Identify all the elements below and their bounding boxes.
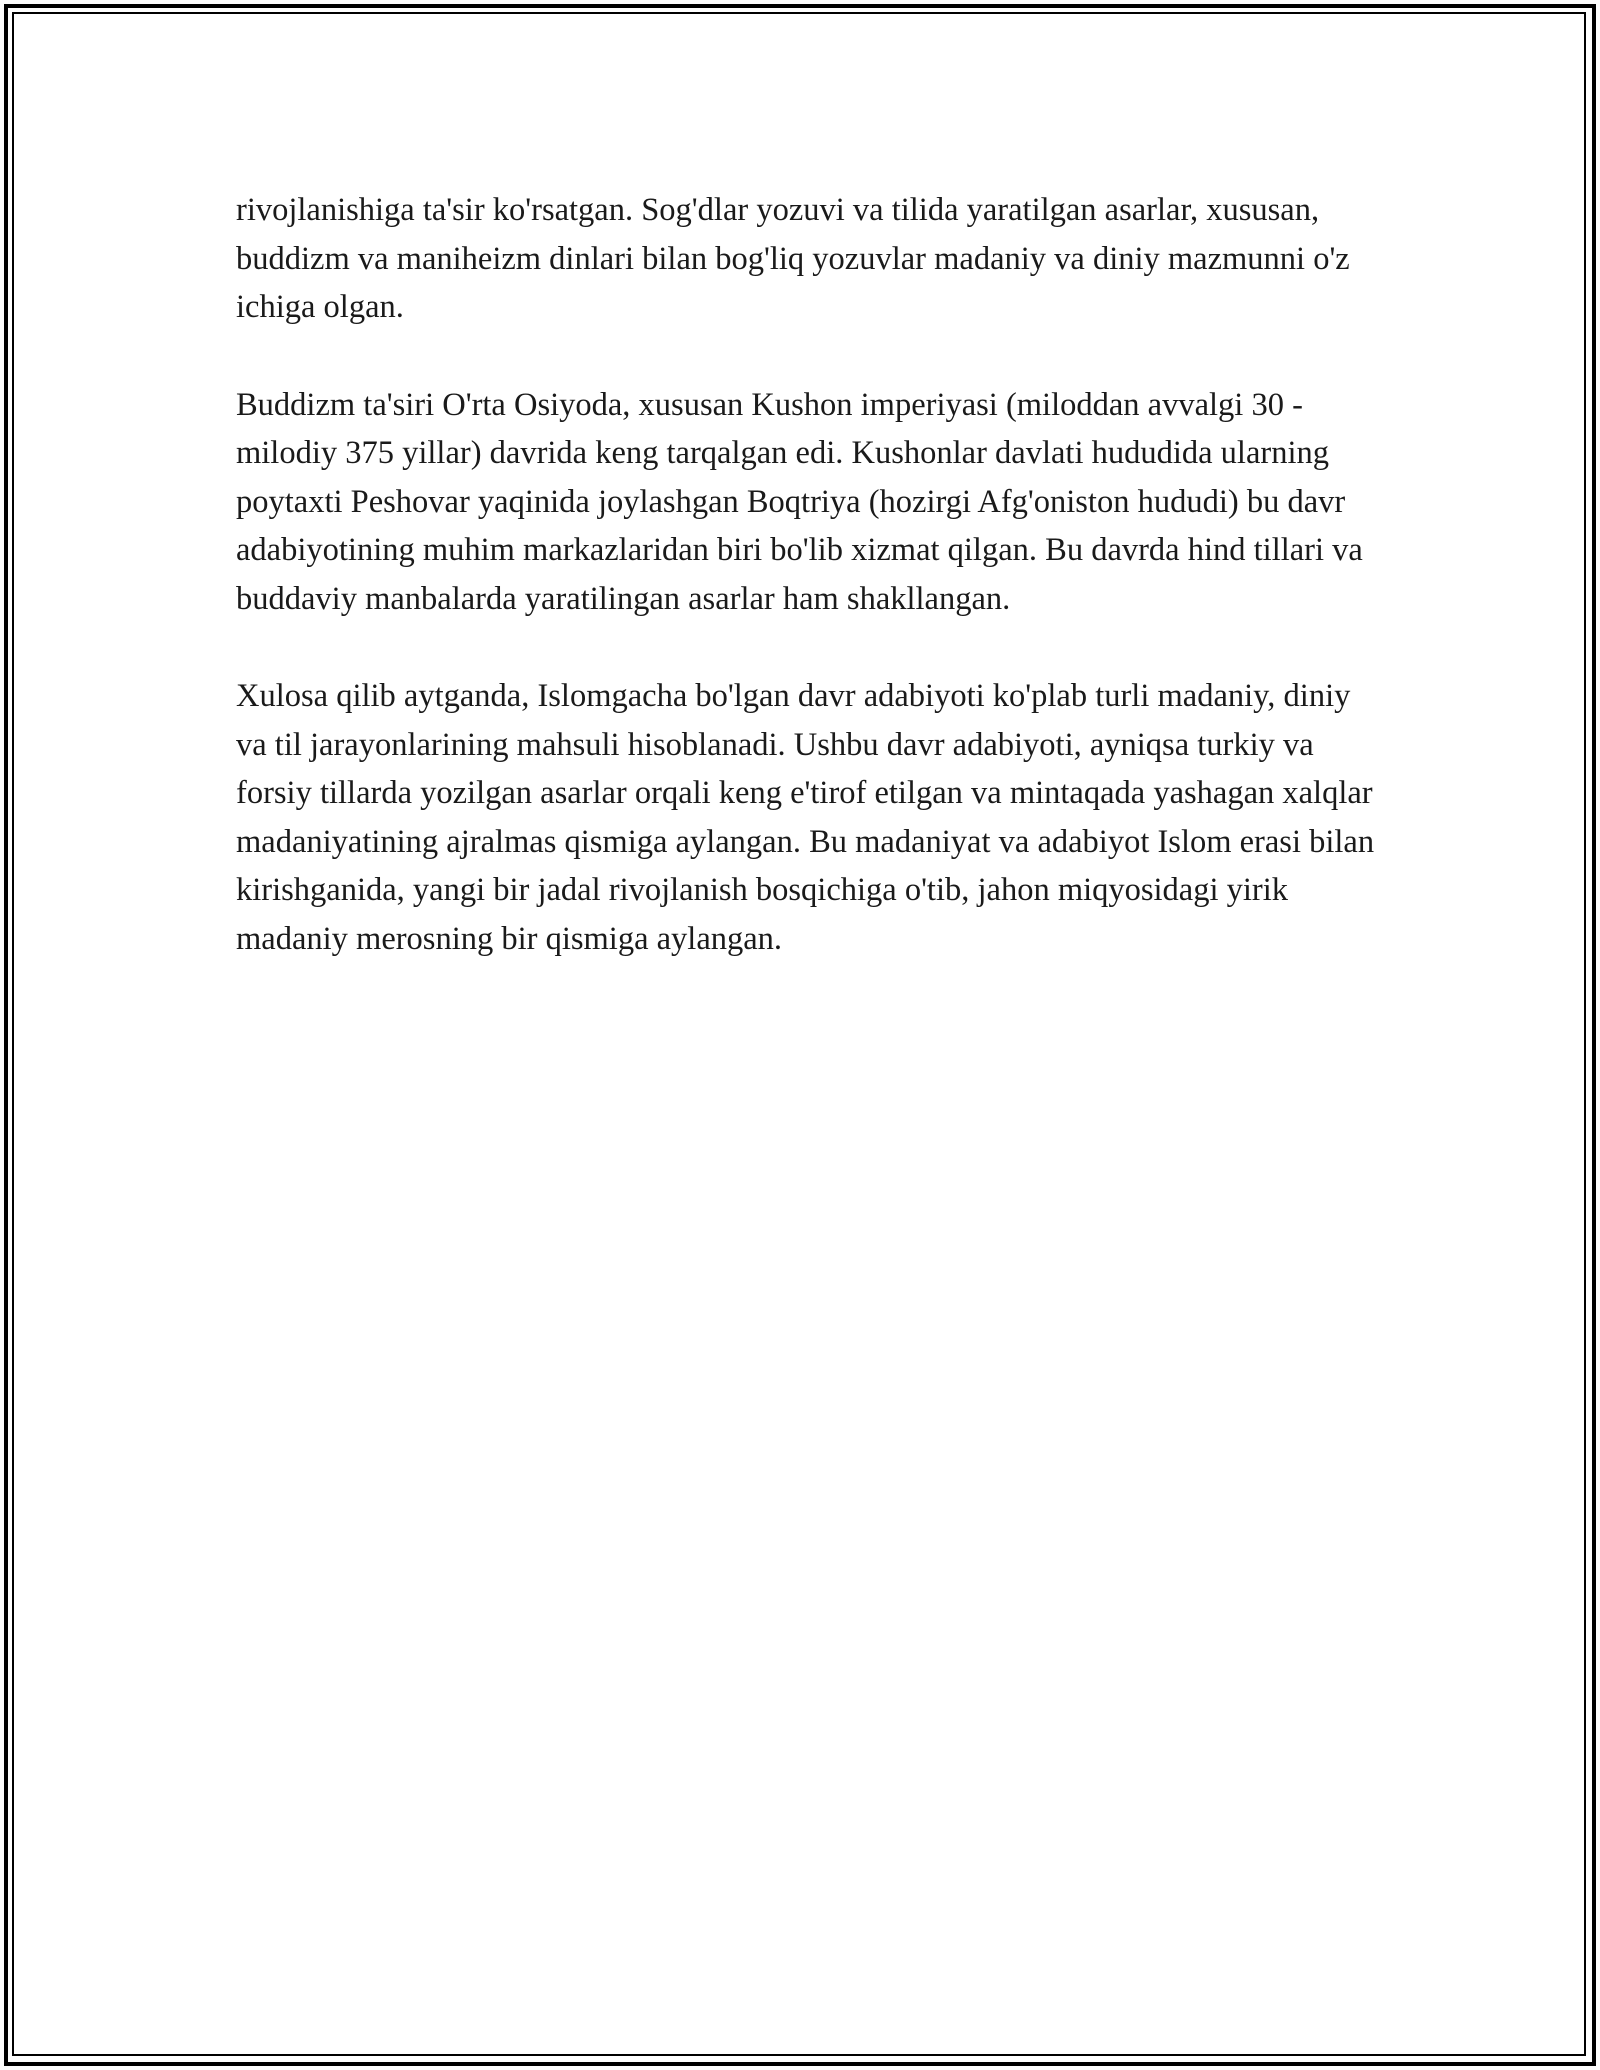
- paragraph-buddhism-kushan: Buddizm ta'siri O'rta Osiyoda, xususan Kushon imperiyasi (miloddan avvalgi 30 - milodiy 375 yillar) davrida keng tarqalgan edi. Kushonlar davlati hududida ularning poytaxti Peshovar yaqinida joylashgan Boqtriya (hozirgi Afg'oniston hududi) bu davr adabiyotining muhim markazlaridan biri bo'lib xizmat qilgan. Bu davrda hind tillari va buddaviy manbalarda yaratilingan asarlar ham shakllangan.: [236, 386, 1363, 617]
- paragraph-conclusion: Xulosa qilib aytganda, Islomgacha bo'lgan davr adabiyoti ko'plab turli madaniy, diniy va til jarayonlarining mahsuli hisoblanadi. Ushbu davr adabiyoti, ayniqsa turkiy va forsiy tillarda yozilgan asarlar orqali keng e'tirof etilgan va mintaqada yashagan xalqlar madaniyatining ajralmas qismiga aylangan. Bu madaniyat va adabiyot Islom erasi bilan kirishganida, yangi bir jadal rivojlanish bosqichiga o'tib, jahon miqyosidagi yirik madaniy merosning bir qismiga aylangan.: [236, 678, 1375, 957]
- paragraph-sogd-writings: rivojlanishiga ta'sir ko'rsatgan. Sog'dlar yozuvi va tilida yaratilgan asarlar, xususan, buddizm va maniheizm dinlari bilan bog'liq yozuvlar madaniy va diniy mazmunni o'z ichiga olgan.: [236, 192, 1350, 325]
- document-body: [236, 186, 1376, 1012]
